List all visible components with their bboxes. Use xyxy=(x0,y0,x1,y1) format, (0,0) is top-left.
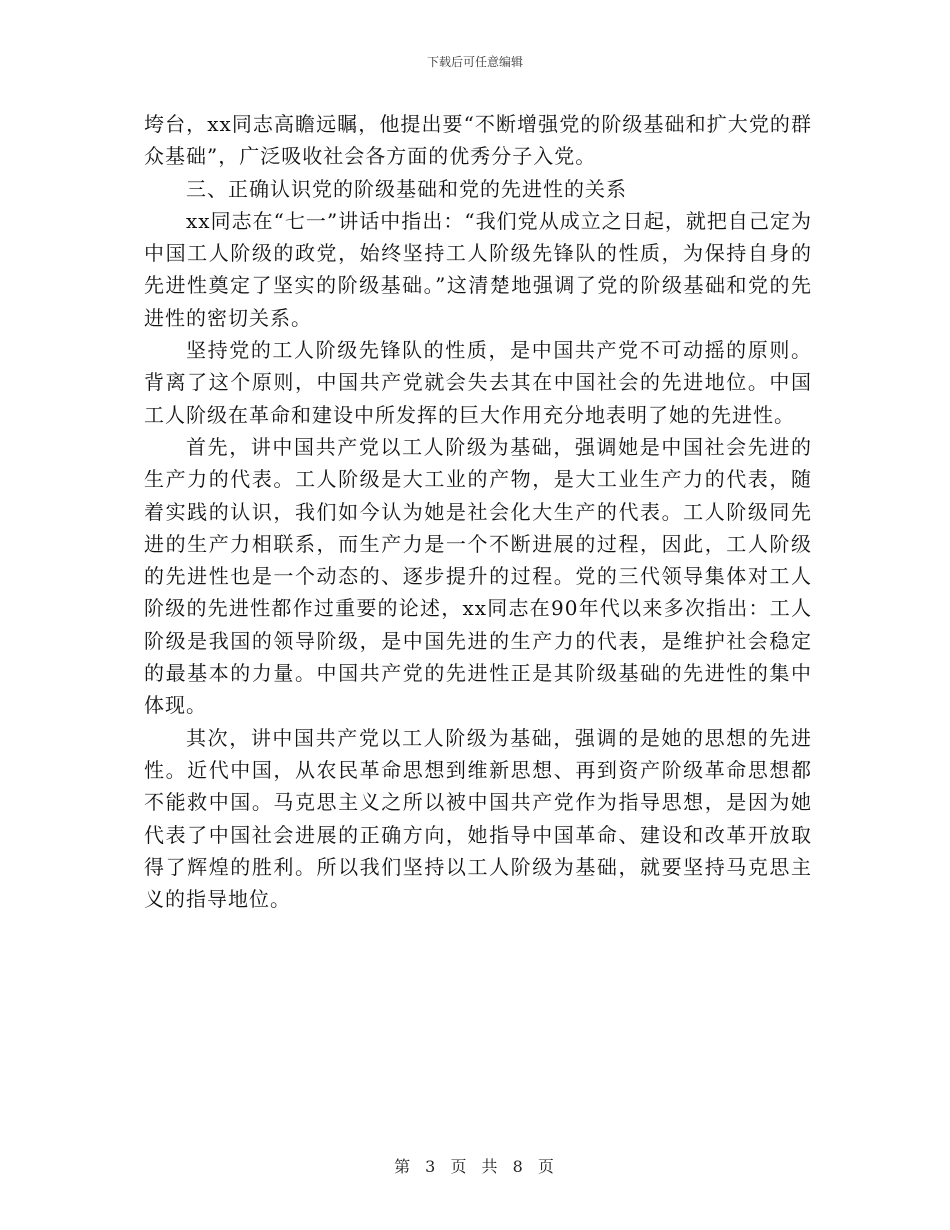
section-heading: 三、正确认识党的阶级基础和党的先进性的关系 xyxy=(186,176,627,201)
paragraph-continuation: 垮台，xx同志高瞻远瞩，他提出要“不断增强党的阶级基础和扩大党的群众基础”，广泛吸收社会各方面的优秀分子入党。 xyxy=(144,112,812,169)
paragraph-quote: xx同志在“七一”讲话中指出：“我们党从成立之日起，就把自己定为中国工人阶级的政党，始终坚持工人阶级先锋队的性质，为保持自身的先进性奠定了坚实的阶级基础。”这清楚地强调了党的阶级基础和党的先进性的密切关系。 xyxy=(144,208,812,330)
paragraph-principle: 坚持党的工人阶级先锋队的性质，是中国共产党不可动摇的原则。背离了这个原则，中国共产党就会失去其在中国社会的先进地位。中国工人阶级在革命和建设中所发挥的巨大作用充分地表明了她的先进性。 xyxy=(144,338,812,427)
page-number-footer: 第 3 页 共 8 页 xyxy=(394,1157,556,1176)
page-header: 下载后可任意编辑 xyxy=(426,55,523,69)
paragraph-first: 首先，讲中国共产党以工人阶级为基础，强调她是中国社会先进的生产力的代表。工人阶级是大工业的产物，是大工业生产力的代表，随着实践的认识，我们如今认为她是社会化大生产的代表。工人阶级同先进的生产力相联系，而生产力是一个不断进展的过程，因此，工人阶级的先进性也是一个动态的、逐步提升的过程。党的三代领导集体对工人阶级的先进性都作过重要的论述，xx同志在90年代以来多次指出：工人阶级是我国的领导阶级，是中国先进的生产力的代表，是维护社会稳定的最基本的力量。中国共产党的先进性正是其阶级基础的先进性的集中体现。 xyxy=(144,434,812,718)
document-body xyxy=(144,108,812,915)
paragraph-second: 其次，讲中国共产党以工人阶级为基础，强调的是她的思想的先进性。近代中国，从农民革命思想到维新思想、再到资产阶级革命思想都不能救中国。马克思主义之所以被中国共产党作为指导思想，是因为她代表了中国社会进展的正确方向，她指导中国革命、建设和改革开放取得了辉煌的胜利。所以我们坚持以工人阶级为基础，就要坚持马克思主义的指导地位。 xyxy=(144,725,812,912)
